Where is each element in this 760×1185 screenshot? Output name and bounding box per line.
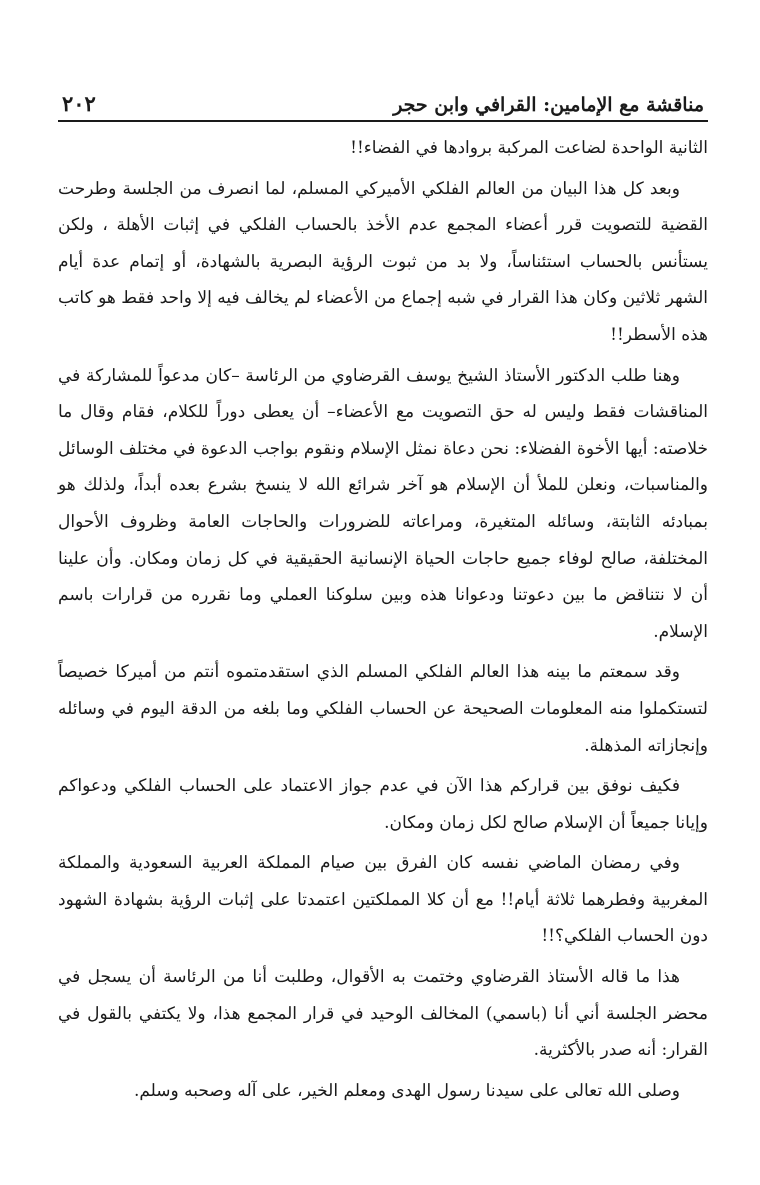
body-text [58, 130, 708, 1109]
running-title: مناقشة مع الإمامين: القرافي وابن حجر [393, 94, 704, 116]
paragraph: وهنا طلب الدكتور الأستاذ الشيخ يوسف القرضاوي من الرئاسة –كان مدعواً للمشاركة في المناقشات فقط وليس له حق التصويت مع الأعضاء– أن يعطى دوراً للكلام، فقام وقال ما خلاصته: أيها الأخوة الفضلاء: نحن دعاة نمثل الإسلام ونقوم بواجب الدعوة في مختلف الوسائل والمناسبات، ونعلن للملأ أن الإسلام هو آخر شرائع الله لا ينسخ بشرع بعده أبداً، ولذلك هو بمبادئه الثابتة، وسائله المتغيرة، ومراعاته للضرورات والحاجات العامة وظروف الأحوال المختلفة، صالح لوفاء جميع حاجات الحياة الإنسانية الحقيقية في كل زمان ومكان. وأن علينا أن لا نتناقض ما بين دعوتنا ودعوانا هذه وبين سلوكنا العملي وما نقرره من قرارات باسم الإسلام. [58, 365, 708, 642]
paragraph: الثانية الواحدة لضاعت المركبة بروادها في الفضاء!! [350, 138, 708, 158]
page-number: ٢٠٢ [62, 91, 96, 116]
header-rule [58, 120, 708, 122]
paragraph: وفي رمضان الماضي نفسه كان الفرق بين صيام المملكة العربية السعودية والمملكة المغربية وفطرهما ثلاثة أيام!! مع أن كلا المملكتين اعتمدتا على إثبات الرؤية بشهادة الشهود دون الحساب الفلكي؟!! [58, 853, 708, 947]
paragraph: هذا ما قاله الأستاذ القرضاوي وختمت به الأقوال، وطلبت أنا من الرئاسة أن يسجل في محضر الجلسة أني أنا (باسمي) المخالف الوحيد في قرار المجمع هذا، ولا يكتفي بالقول في القرار: أنه صدر بالأكثرية. [58, 967, 708, 1061]
book-page [58, 80, 708, 1113]
paragraph: وبعد كل هذا البيان من العالم الفلكي الأميركي المسلم، لما انصرف من الجلسة وطرحت القضية للتصويت قرر أعضاء المجمع عدم الأخذ بالحساب الفلكي في إثبات الأهلة ، ولكن يستأنس بالحساب استئناساً، ولا بد من ثبوت الرؤية البصرية بالشهادة، أو إتمام عدة أيام الشهر ثلاثين وكان هذا القرار في شبه إجماع من الأعضاء لم يخالف فيه إلا واحد فقط هو كاتب هذه الأسطر!! [58, 178, 708, 345]
paragraph: وصلى الله تعالى على سيدنا رسول الهدى ومعلم الخير، على آله وصحبه وسلم. [133, 1080, 680, 1101]
paragraph: وقد سمعتم ما بينه هذا العالم الفلكي المسلم الذي استقدمتموه أنتم من أميركا خصيصاً لتستكملوا منه المعلومات الصحيحة عن الحساب الفلكي وما بلغه من الدقة اليوم في وسائله وإنجازاته المذهلة. [58, 662, 708, 756]
paragraph: فكيف نوفق بين قراركم هذا الآن في عدم جواز الاعتماد على الحساب الفلكي ودعواكم وإيانا جميعاً أن الإسلام صالح لكل زمان ومكان. [58, 776, 708, 833]
page-header [58, 80, 708, 116]
